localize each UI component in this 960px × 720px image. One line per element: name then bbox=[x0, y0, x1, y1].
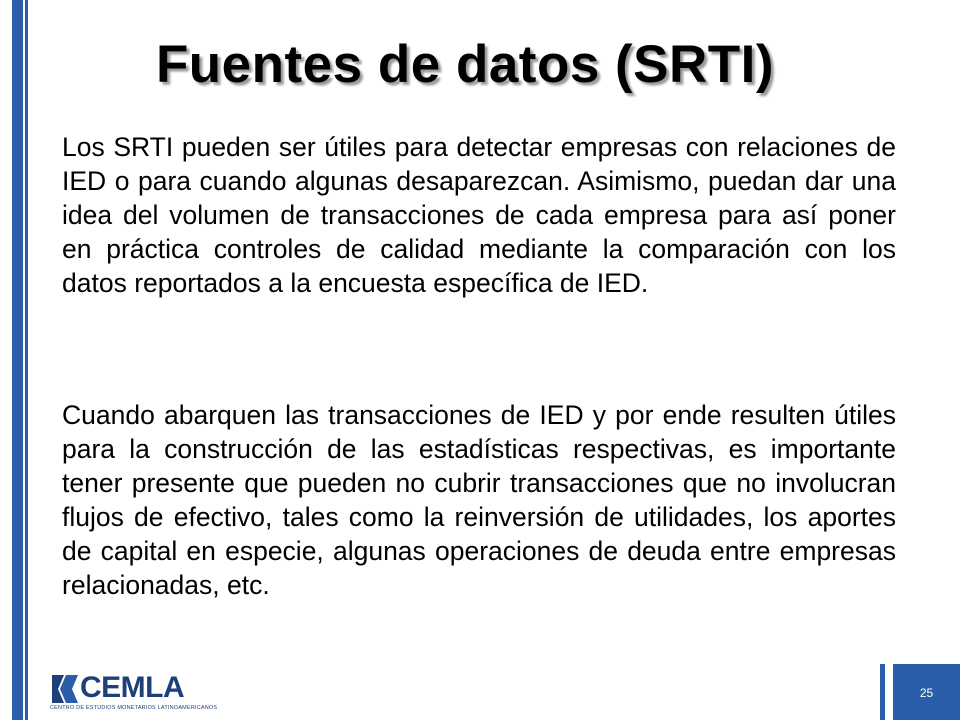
slide-title: Fuentes de datos (SRTI) bbox=[155, 35, 775, 94]
left-accent-line bbox=[25, 0, 28, 720]
logo-subtitle: CENTRO DE ESTUDIOS MONETARIOS LATINOAMERICANOS bbox=[50, 705, 218, 711]
page-number: 25 bbox=[919, 686, 934, 700]
body-paragraph-1: Los SRTI pueden ser útiles para detectar empresas con relaciones de IED o para cuando algunas desaparezcan. Asimismo, puedan dar una idea del volumen de transacciones de cada empresa para así poner en práctica controles de calidad mediante la comparación con los datos reportados a la encuesta específica de IED. bbox=[62, 132, 896, 298]
body-paragraph-2: Cuando abarquen las transacciones de IED y por ende resulten útiles para la construcción de las estadísticas respectivas, es importante tener presente que pueden no cubrir transacciones que no involucran flujos de efectivo, tales como la reinversión de utilidades, los aportes de capital en especie, algunas operaciones de deuda entre empresas relacionadas, etc. bbox=[62, 400, 896, 600]
page-box-line bbox=[880, 664, 885, 720]
cemla-logo bbox=[50, 671, 218, 716]
left-accent-bar bbox=[12, 0, 23, 720]
cemla-logo-icon bbox=[50, 673, 80, 705]
logo-wordmark: CEMLA bbox=[80, 671, 185, 704]
